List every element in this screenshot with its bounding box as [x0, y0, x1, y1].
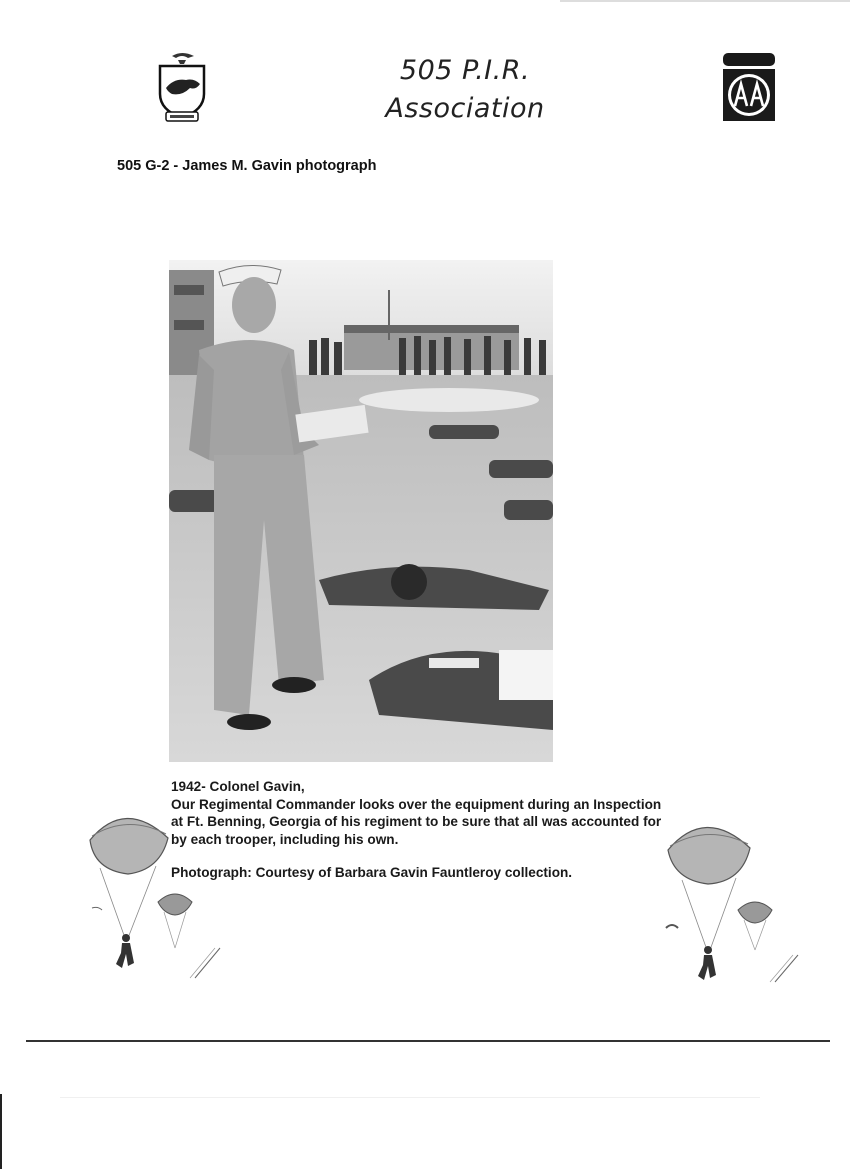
faint-rule: [60, 1097, 760, 1098]
photo-caption: [171, 778, 671, 882]
historical-photograph: [169, 260, 553, 762]
title-line-1: 505 P.I.R.: [399, 55, 531, 86]
caption-heading: 1942- Colonel Gavin,: [171, 779, 305, 794]
paratrooper-icon-left: [80, 798, 230, 988]
scan-edge-top: [560, 0, 850, 2]
scan-edge-mark: [0, 1094, 2, 1169]
title-line-2: Association: [385, 93, 545, 124]
caption-body: Our Regimental Commander looks over the equipment during an Inspection at Ft. Benning, Georgia of his regiment to be sure that all was accounted for by each trooper, including his own.: [171, 796, 662, 847]
regimental-crest-logo: [152, 48, 212, 124]
airborne-patch-logo: [722, 52, 776, 122]
photo-credit: Photograph: Courtesy of Barbara Gavin Fauntleroy collection.: [171, 865, 573, 880]
association-title: [300, 52, 630, 128]
horizontal-rule: [26, 1040, 830, 1042]
paratrooper-icon-right: [660, 810, 810, 990]
document-subtitle: 505 G-2 - James M. Gavin photograph: [117, 158, 377, 174]
